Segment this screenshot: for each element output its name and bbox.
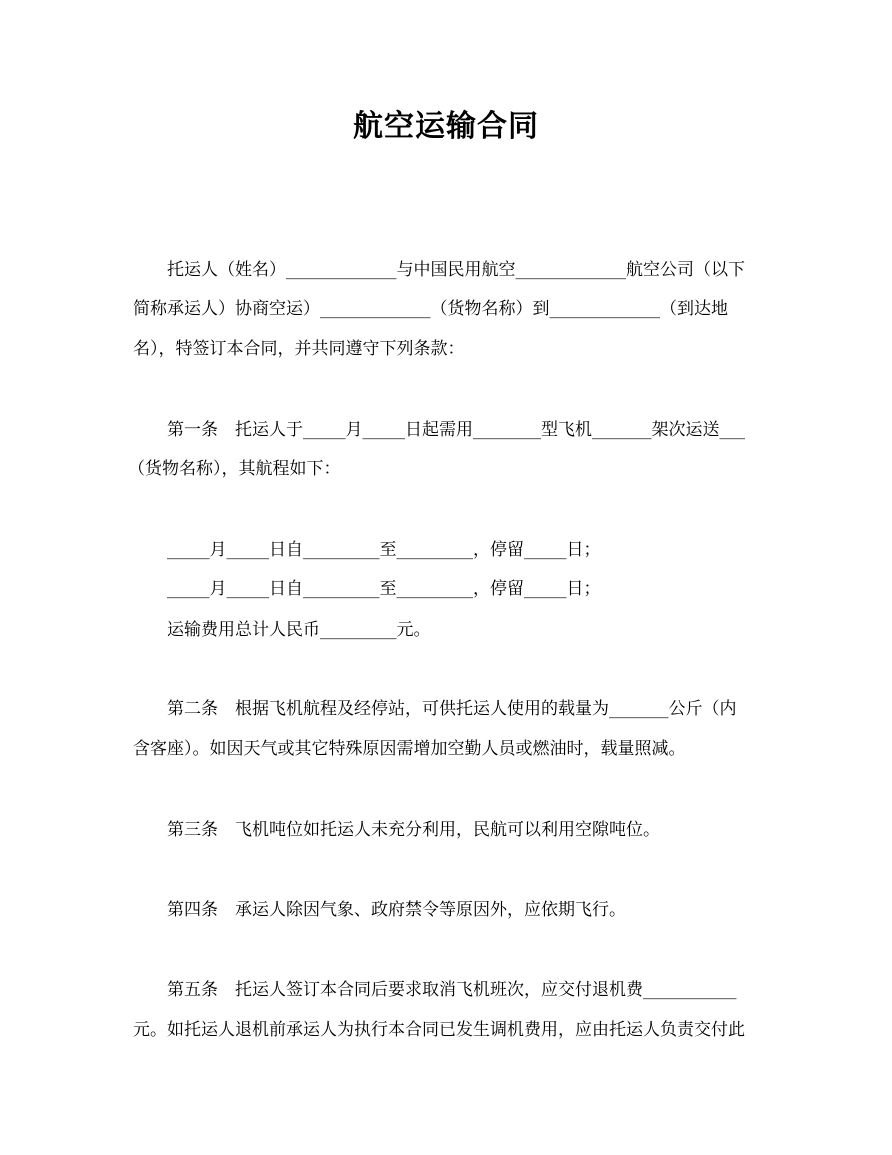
paragraph-line: （货物名称），其航程如下： [128, 459, 341, 479]
paragraph-line: 托运人（姓名）_____________与中国民用航空_____________航空公司（以下 [167, 260, 745, 280]
paragraph-line: 元。如托运人退机前承运人为执行本合同已发生调机费用，应由托运人负责交付此 [133, 1020, 745, 1040]
transport-cost-line: 运输费用总计人民币_________元。 [167, 620, 431, 640]
itinerary-line: _____月_____日自_________至_________，停留_____日； [167, 579, 601, 599]
paragraph-line: 第一条 托运人于_____月_____日起需用________型飞机_______架次运送___ [167, 420, 745, 440]
itinerary-line: _____月_____日自_________至_________，停留_____日； [167, 540, 601, 560]
paragraph-line: 第三条 飞机吨位如托运人未充分利用，民航可以利用空隙吨位。 [167, 820, 660, 840]
document-title: 航空运输合同 [353, 109, 539, 144]
paragraph-line: 第四条 承运人除因气象、政府禁令等原因外，应依期飞行。 [167, 900, 626, 920]
paragraph-line: 简称承运人）协商空运）_____________（货物名称）到_____________（到达地 [133, 299, 728, 319]
paragraph-line: 名），特签订本合同，并共同遵守下列条款： [133, 339, 465, 359]
paragraph-line: 含客座）。如因天气或其它特殊原因需增加空勤人员或燃油时，载量照减。 [133, 739, 686, 759]
paragraph-line: 第二条 根据飞机航程及经停站，可供托运人使用的载量为_______公斤（内 [167, 699, 737, 719]
paragraph-line: 第五条 托运人签订本合同后要求取消飞机班次，应交付退机费___________ [167, 980, 737, 1000]
